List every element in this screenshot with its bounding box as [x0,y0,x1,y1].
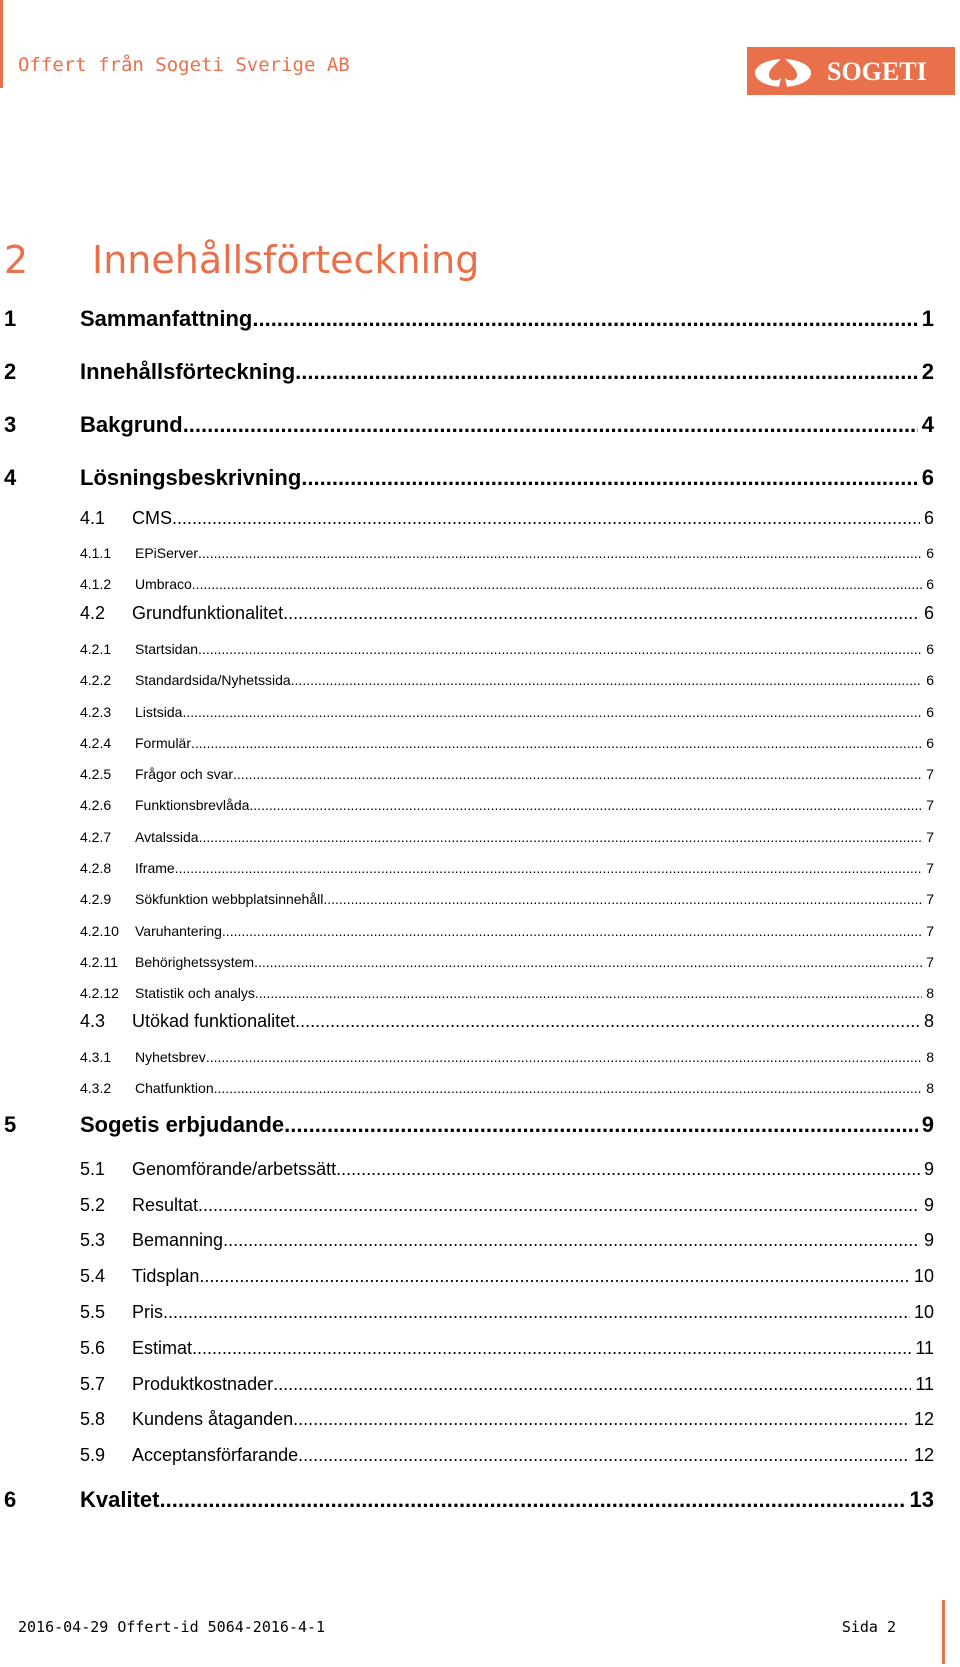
toc-entry-number: 6 [4,1487,17,1512]
toc-dot-leader [183,412,918,438]
toc-entry-page: 7 [926,923,934,939]
toc-entry-title: Varuhantering [135,923,222,939]
toc-entry[interactable] [0,923,960,945]
toc-entry[interactable] [0,1195,960,1221]
toc-entry-title-group [132,1195,934,1216]
toc-entry-number: 4.1.1 [80,545,112,561]
toc-entry-number: 4.3 [80,1011,106,1031]
toc-entry-page: 7 [926,766,934,782]
toc-entry-number: 4.2.6 [80,797,112,813]
toc-entry-page: 8 [926,985,934,1001]
toc-dot-leader [192,1338,911,1359]
toc-entry[interactable] [0,829,960,851]
toc-entry-title: Listsida [135,704,183,720]
toc-entry-number: 5.8 [80,1409,106,1429]
toc-entry-title: Bakgrund [80,412,183,437]
toc-dot-leader [336,1159,920,1180]
toc-entry-page: 10 [913,1302,934,1322]
toc-entry-number: 4.3.2 [80,1080,112,1096]
toc-dot-leader [222,923,922,939]
toc-entry-title-group [135,860,934,876]
toc-entry[interactable] [0,412,960,442]
toc-entry-page: 9 [923,1159,934,1179]
toc-entry-title: Formulär [135,735,192,751]
section-heading [0,238,960,298]
toc-entry-page: 7 [926,860,934,876]
toc-entry-title-group [80,465,934,491]
toc-entry[interactable] [0,576,960,598]
toc-entry-number: 4.2.7 [80,829,112,845]
toc-entry-title: Nyhetsbrev [135,1049,206,1065]
toc-entry-title: Sammanfattning [80,306,253,331]
toc-entry-title-group [135,641,934,657]
toc-entry-page: 8 [926,1049,934,1065]
toc-dot-leader [293,1409,910,1430]
toc-entry-page: 6 [923,603,934,623]
toc-entry-number: 3 [4,412,17,437]
header-title: Offert från Sogeti Sverige AB [18,54,350,76]
toc-entry-number: 5.4 [80,1266,106,1286]
toc-dot-leader [252,306,917,332]
toc-entry-number: 4.2.11 [80,954,118,970]
toc-entry-number: 1 [4,306,17,331]
toc-entry-title-group [80,359,934,385]
toc-entry-title-group [135,735,934,751]
toc-entry[interactable] [0,508,960,534]
toc-entry-number: 4 [4,465,17,490]
toc-entry-page: 9 [923,1230,934,1250]
toc-entry-title-group [135,954,934,970]
toc-entry-title-group [135,1049,934,1065]
toc-entry-page: 11 [915,1374,934,1394]
toc-entry[interactable] [0,1159,960,1185]
toc-entry-number: 4.2.10 [80,923,119,939]
toc-entry-title: Behörighetssystem [135,954,255,970]
toc-entry-title: EPiServer [135,545,199,561]
toc-dot-leader [206,1049,922,1065]
toc-entry-title: Avtalssida [135,829,199,845]
toc-dot-leader [159,1487,905,1513]
footer-page: Sida 2 [841,1618,896,1636]
toc-entry-title-group [132,603,934,624]
toc-entry-title: Grundfunktionalitet [132,603,284,623]
toc-entry-page: 7 [926,797,934,813]
toc-entry-number: 5.7 [80,1374,106,1394]
toc-entry-title: Bemanning [132,1230,224,1250]
toc-entry-page: 8 [926,1080,934,1096]
toc-entry-title-group [80,412,934,438]
toc-entry-title: Genomförande/arbetssätt [132,1159,337,1179]
toc-entry-page: 12 [913,1445,934,1465]
toc-entry-page: 7 [926,829,934,845]
toc-entry-page: 6 [926,672,934,688]
toc-entry[interactable] [0,672,960,694]
toc-entry-title-group [135,923,934,939]
toc-entry[interactable] [0,891,960,913]
toc-entry-title: Resultat [132,1195,199,1215]
footer-accent-bar [942,1600,945,1664]
toc-dot-leader [192,576,922,592]
toc-entry-title: Kvalitet [80,1487,160,1512]
toc-entry-title: Acceptansförfarande [132,1445,299,1465]
toc-entry-page: 2 [921,359,934,384]
toc-entry[interactable] [0,1049,960,1071]
toc-entry-number: 2 [4,359,17,384]
toc-entry-page: 9 [923,1195,934,1215]
toc-entry-page: 13 [909,1487,934,1512]
toc-dot-leader [233,766,922,782]
toc-entry[interactable] [0,1374,960,1400]
toc-entry-title: Kundens åtaganden [132,1409,294,1429]
toc-entry-title-group [132,1230,934,1251]
toc-entry-title: Iframe [135,860,175,876]
toc-entry-title: Chatfunktion [135,1080,214,1096]
toc-entry-number: 4.2.2 [80,672,112,688]
toc-entry-page: 6 [926,704,934,720]
toc-entry[interactable] [0,1266,960,1292]
toc-entry-title-group [132,1445,934,1466]
toc-entry-title-group [135,672,934,688]
toc-entry-page: 4 [921,412,934,437]
toc-entry-number: 4.2.3 [80,704,112,720]
toc-entry-title: Funktionsbrevlåda [135,797,250,813]
toc-entry-title: Utökad funktionalitet [132,1011,296,1031]
toc-dot-leader [249,797,922,813]
toc-entry-title-group [135,891,934,907]
toc-dot-leader [255,985,922,1001]
toc-entry[interactable] [0,465,960,495]
logo-text: SOGETI [827,57,927,86]
toc-entry-number: 5 [4,1112,17,1137]
toc-entry[interactable] [0,1338,960,1364]
toc-entry-number: 4.2 [80,603,106,623]
toc-entry[interactable] [0,704,960,726]
toc-entry-title: Lösningsbeskrivning [80,465,302,490]
sogeti-logo [747,47,955,95]
toc-entry-title-group [135,766,934,782]
toc-entry-number: 4.1.2 [80,576,112,592]
toc-entry[interactable] [0,359,960,389]
toc-dot-leader [214,1080,923,1096]
toc-entry-page: 12 [913,1409,934,1429]
header-accent-bar [0,0,3,88]
toc-entry-title-group [132,508,934,529]
toc-entry-page: 9 [921,1112,934,1137]
toc-entry-title-group [135,985,934,1001]
toc-entry-page: 7 [926,891,934,907]
toc-entry-number: 5.6 [80,1338,106,1358]
toc-entry[interactable] [0,860,960,882]
toc-entry[interactable] [0,603,960,629]
toc-entry-title-group [135,1080,934,1096]
toc-entry[interactable] [0,1409,960,1435]
toc-entry-page: 6 [921,465,934,490]
toc-entry-number: 4.2.1 [80,641,112,657]
toc-entry[interactable] [0,1011,960,1037]
toc-dot-leader [223,1230,920,1251]
toc-entry-title-group [135,545,934,561]
toc-entry-title: Umbraco [135,576,192,592]
toc-dot-leader [199,829,923,845]
toc-dot-leader [301,465,917,491]
toc-entry-page: 11 [915,1338,934,1358]
toc-entry[interactable] [0,1112,960,1142]
toc-entry[interactable] [0,735,960,757]
toc-entry-number: 4.2.12 [80,985,119,1001]
toc-entry-number: 4.3.1 [80,1049,112,1065]
toc-entry-number: 5.5 [80,1302,106,1322]
toc-entry-title: Sogetis erbjudande [80,1112,285,1137]
toc-entry-title-group [135,829,934,845]
toc-dot-leader [199,1266,910,1287]
toc-entry-page: 10 [913,1266,934,1286]
toc-entry-title: Pris [132,1302,163,1322]
toc-dot-leader [295,1011,920,1032]
toc-entry-title: Tidsplan [132,1266,200,1286]
toc-dot-leader [291,672,923,688]
toc-entry[interactable] [0,306,960,336]
heading-text: Innehållsförteckning [92,238,480,282]
toc-entry[interactable] [0,985,960,1007]
toc-entry-number: 5.2 [80,1195,106,1215]
toc-entry-title: Estimat [132,1338,193,1358]
toc-entry-title-group [80,306,934,332]
toc-entry-title-group [80,1112,934,1138]
toc-entry[interactable] [0,1080,960,1102]
toc-entry-title-group [132,1011,934,1032]
toc-entry-title-group [135,576,934,592]
toc-entry-page: 1 [921,306,934,331]
toc-entry-title-group [135,704,934,720]
toc-dot-leader [295,359,918,385]
toc-entry[interactable] [0,797,960,819]
heading-number: 2 [4,238,29,282]
toc-dot-leader [175,860,923,876]
toc-dot-leader [284,1112,918,1138]
toc-entry-title-group [80,1487,934,1513]
toc-entry-title-group [132,1338,934,1359]
toc-entry-number: 4.2.4 [80,735,112,751]
toc-entry-number: 4.1 [80,508,106,528]
toc-entry-page: 6 [926,545,934,561]
toc-entry-title: Startsidan [135,641,199,657]
toc-entry-page: 6 [923,508,934,528]
toc-entry-number: 5.9 [80,1445,106,1465]
toc-entry-title-group [132,1159,934,1180]
toc-entry-title: CMS [132,508,172,528]
toc-dot-leader [298,1445,910,1466]
footer-date-id: 2016-04-29 Offert-id 5064-2016-4-1 [18,1618,326,1636]
toc-entry-number: 5.3 [80,1230,106,1250]
toc-entry-number: 4.2.9 [80,891,112,907]
toc-dot-leader [283,603,920,624]
toc-entry-title-group [132,1374,934,1395]
toc-entry-page: 6 [926,735,934,751]
toc-dot-leader [172,508,920,529]
toc-entry-title: Innehållsförteckning [80,359,296,384]
toc-dot-leader [323,891,922,907]
toc-entry-title: Frågor och svar [135,766,234,782]
toc-entry[interactable] [0,641,960,663]
toc-entry-page: 6 [926,576,934,592]
toc-entry-page: 7 [926,954,934,970]
toc-entry[interactable] [0,1230,960,1256]
toc-dot-leader [254,954,922,970]
toc-entry-number: 5.1 [80,1159,106,1179]
toc-entry-title: Statistik och analys [135,985,255,1001]
toc-dot-leader [198,1195,920,1216]
toc-dot-leader [191,735,922,751]
toc-entry[interactable] [0,1445,960,1471]
toc-entry-title: Produktkostnader [132,1374,274,1394]
toc-entry-title-group [135,797,934,813]
toc-entry-title: Standardsida/Nyhetssida [135,672,291,688]
toc-dot-leader [273,1374,911,1395]
toc-dot-leader [198,641,922,657]
toc-entry-title-group [132,1302,934,1323]
toc-entry[interactable] [0,1487,960,1517]
toc-entry[interactable] [0,1302,960,1328]
toc-entry-title-group [132,1409,934,1430]
toc-entry-page: 6 [926,641,934,657]
toc-entry-number: 4.2.8 [80,860,112,876]
toc-entry[interactable] [0,545,960,567]
toc-entry-title: Sökfunktion webbplatsinnehåll [135,891,324,907]
toc-dot-leader [198,545,922,561]
toc-dot-leader [182,704,922,720]
toc-entry[interactable] [0,954,960,976]
toc-entry-number: 4.2.5 [80,766,112,782]
toc-entry[interactable] [0,766,960,788]
toc-entry-page: 8 [923,1011,934,1031]
toc-entry-title-group [132,1266,934,1287]
toc-dot-leader [163,1302,910,1323]
